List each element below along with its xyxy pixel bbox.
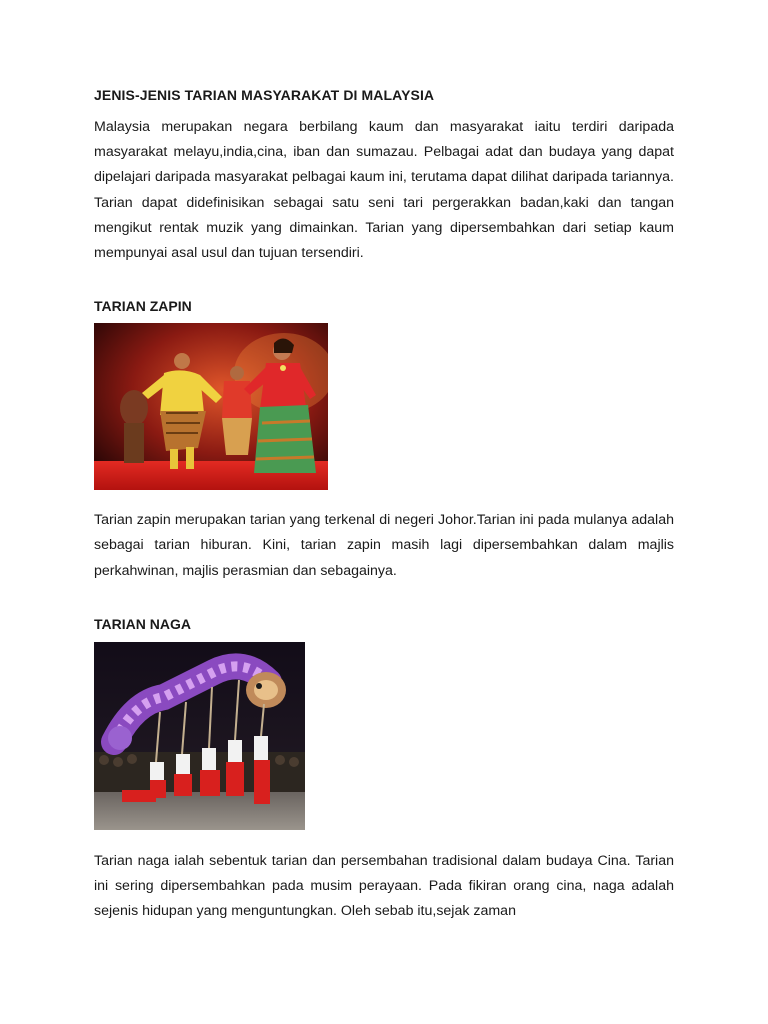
naga-paragraph: Tarian naga ialah sebentuk tarian dan persembahan tradisional dalam budaya Cina. Tarian ini sering dipersembahkan pada musim perayaan. Pada fikiran orang cina, naga adalah sejenis hidupan yang menguntungkan. Oleh sebab itu,sejak zaman <box>94 852 674 920</box>
section-heading-naga: TARIAN NAGA <box>94 615 191 632</box>
dragon-dance-image <box>94 642 305 830</box>
intro-paragraph: Malaysia merupakan negara berbilang kaum dan masyarakat iaitu terdiri daripada masyarakat melayu,india,cina, iban dan sumazau. Pelbagai adat dan budaya yang dapat dipelajari daripada masyarakat pelbagai kaum ini, terutama dapat dilihat daripada tariannya. Tarian dapat didefinisikan sebagai satu seni tari pergerakkan badan,kaki dan tangan mengikut rentak muzik yang dimainkan. Tarian yang dipersembahkan dari setiap kaum mempunyai asal usul dan tujuan tersendiri. <box>94 119 674 262</box>
dragon-dance-photo <box>94 642 305 830</box>
document-title: JENIS-JENIS TARIAN MASYARAKAT DI MALAYSIA <box>94 87 435 103</box>
zapin-dancers-image <box>94 323 328 490</box>
zapin-paragraph: Tarian zapin merupakan tarian yang terkenal di negeri Johor.Tarian ini pada mulanya adalah sebagai tarian hiburan. Kini, tarian zapin masih lagi dipersembahkan dalam majlis perkahwinan, majlis perasmian dan sebagainya. <box>94 512 674 579</box>
zapin-dancers-photo <box>94 323 328 490</box>
section-heading-zapin: TARIAN ZAPIN <box>94 298 192 315</box>
